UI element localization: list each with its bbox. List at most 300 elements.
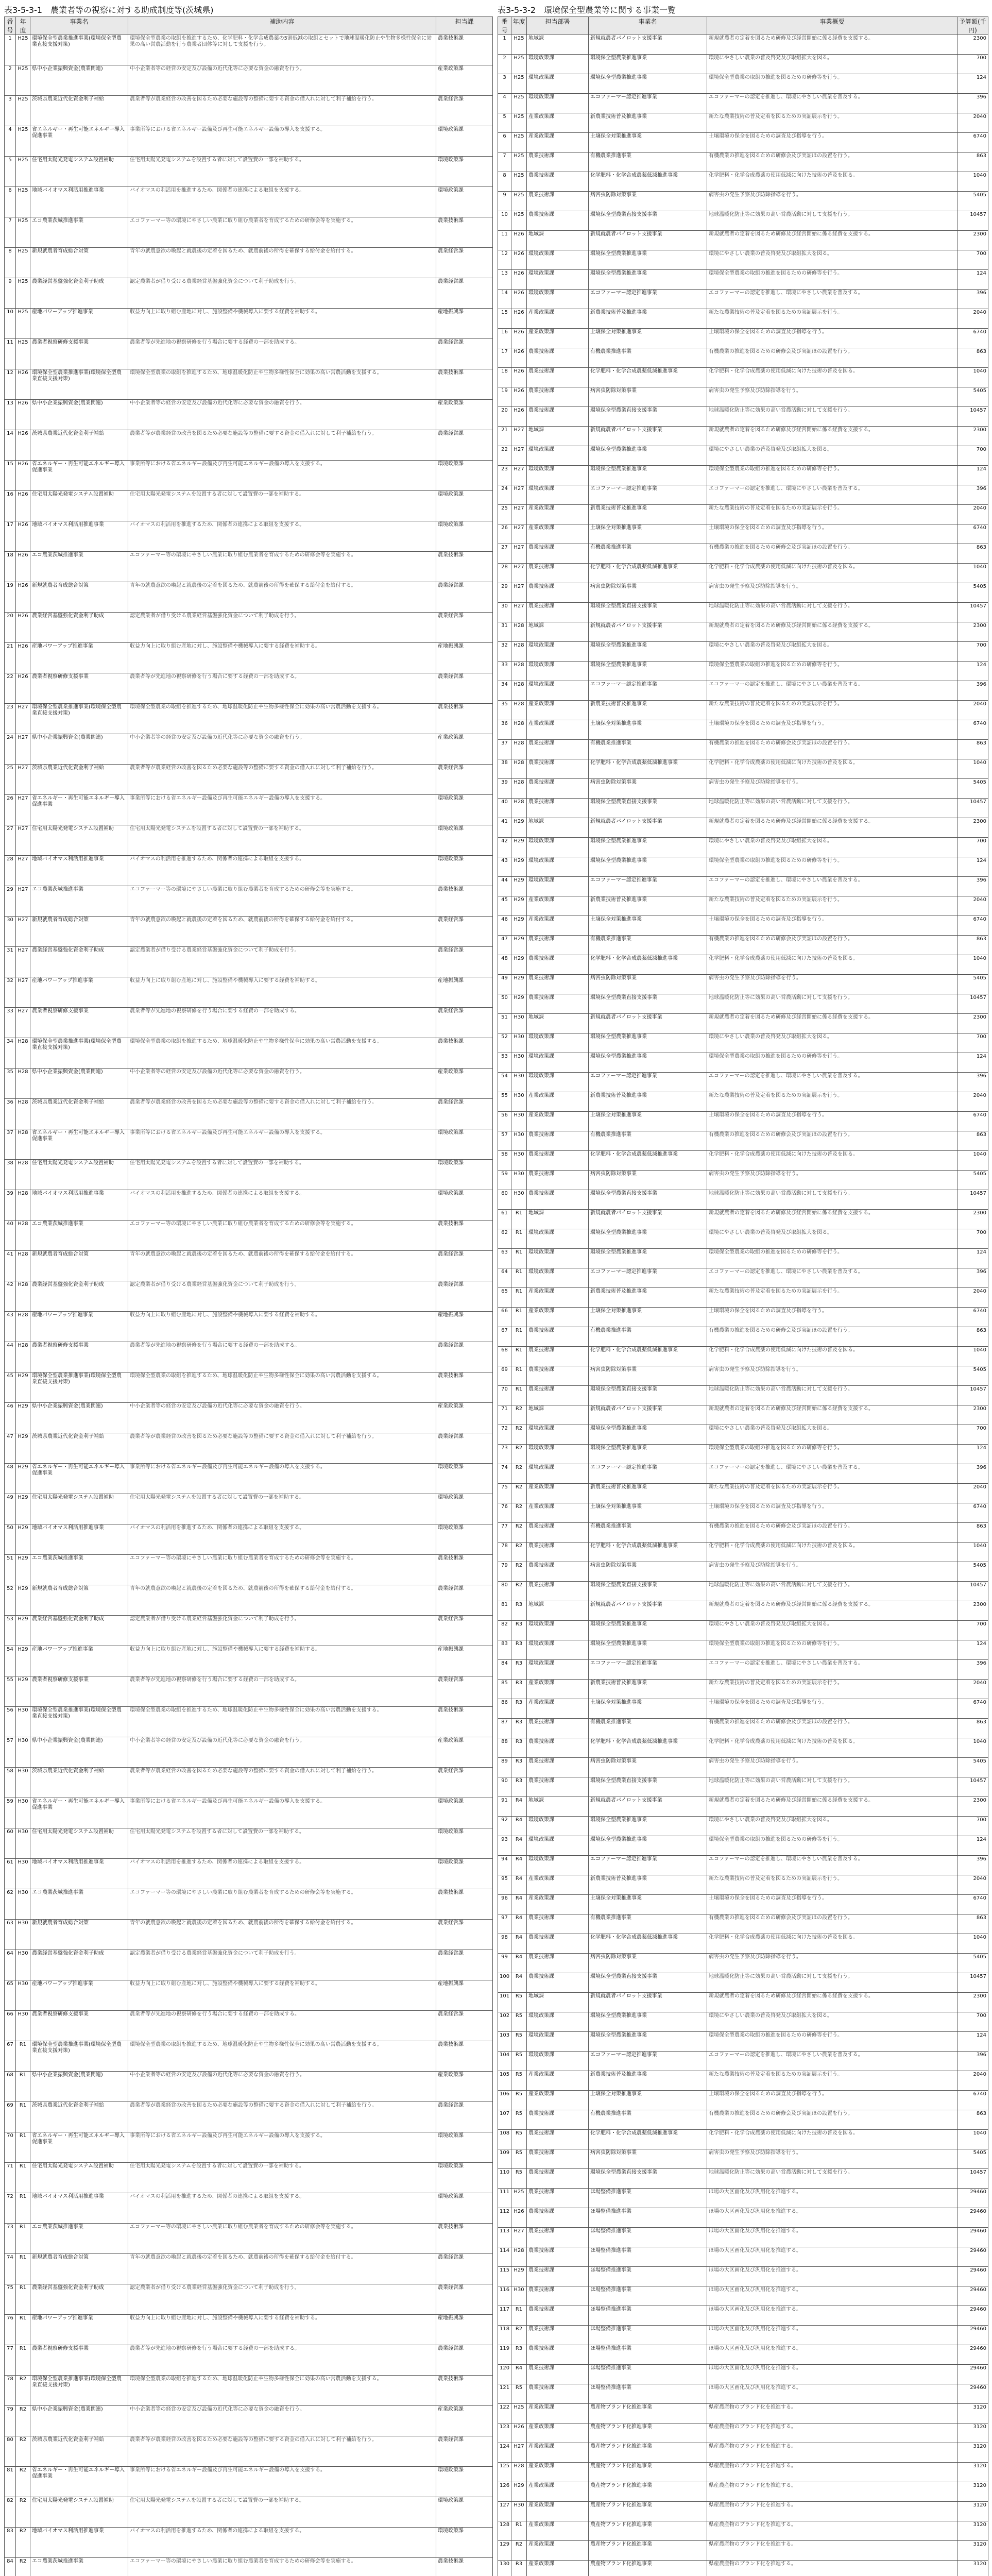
cell-year: H25 bbox=[16, 278, 30, 309]
cell-year: H26 bbox=[16, 491, 30, 521]
cell-project-summary: ほ場の大区画化及び汎用化を推進する。 bbox=[707, 2208, 957, 2228]
cell-project-name: 環境保全型農業推進事業 bbox=[589, 1817, 707, 1836]
cell-project-name: 環境保全型農業推進事業 bbox=[589, 642, 707, 662]
table-row bbox=[498, 2052, 988, 2071]
cell-number: 129 bbox=[498, 2541, 511, 2561]
cell-subsidy-content: 収益力向上に取り組む産地に対し、施設整備や機械導入に要する経費を補助する。 bbox=[128, 1980, 436, 2011]
cell-department: 環境政策課 bbox=[436, 2497, 493, 2528]
table-row bbox=[498, 701, 988, 720]
cell-project-name: 県中小企業振興資金(農業関連) bbox=[30, 2406, 128, 2436]
table-row bbox=[5, 1403, 493, 1433]
cell-project-name: 有機農業推進事業 bbox=[589, 1523, 707, 1543]
cell-budget: 396 bbox=[957, 1464, 988, 1484]
cell-project-name: 地域バイオマス利活用推進事業 bbox=[30, 1524, 128, 1555]
cell-year: H30 bbox=[511, 1151, 527, 1171]
table-row bbox=[5, 369, 493, 400]
cell-project-summary: 新規就農者の定着を図るため研修及び経営開始に係る経費を支援する。 bbox=[707, 1797, 957, 1817]
table-row bbox=[498, 2169, 988, 2189]
cell-subsidy-content: エコファーマー等の環境にやさしい農業に取り組む農業者を育成するための研修会等を実施する。 bbox=[128, 886, 436, 917]
cell-subsidy-content: バイオマスの利活用を推進するため、関係者の連携による取組を支援する。 bbox=[128, 1190, 436, 1221]
cell-subsidy-content: 認定農業者が借り受ける農業経営基盤強化資金について利子助成を行う。 bbox=[128, 2284, 436, 2315]
table-row bbox=[498, 838, 988, 857]
cell-department: 地域課 bbox=[527, 35, 589, 55]
cell-project-summary: 有機農業の推進を図るための研修会及び実証ほの設置を行う。 bbox=[707, 2110, 957, 2130]
cell-department: 農業技術課 bbox=[436, 552, 493, 582]
cell-number: 90 bbox=[498, 1777, 511, 1797]
cell-project-summary: ほ場の大区画化及び汎用化を推進する。 bbox=[707, 2228, 957, 2247]
cell-number: 106 bbox=[498, 2091, 511, 2110]
cell-subsidy-content: 中小企業者等の経営の安定及び設備の近代化等に必要な資金の融資を行う。 bbox=[128, 400, 436, 430]
cell-department: 産業政策課 bbox=[527, 2541, 589, 2561]
cell-department: 産地振興課 bbox=[436, 643, 493, 673]
cell-year: H29 bbox=[511, 955, 527, 975]
cell-number: 98 bbox=[498, 1934, 511, 1954]
table-row bbox=[5, 521, 493, 552]
cell-project-name: 化学肥料・化学合成農薬低減推進事業 bbox=[589, 1151, 707, 1171]
cell-year: H28 bbox=[511, 799, 527, 818]
cell-subsidy-content: 住宅用太陽光発電システムを設置する者に対して設置費の一部を補助する。 bbox=[128, 1160, 436, 1190]
table-row bbox=[498, 466, 988, 485]
cell-department: 農業技術課 bbox=[527, 955, 589, 975]
cell-budget: 700 bbox=[957, 1621, 988, 1640]
cell-year: H30 bbox=[511, 1190, 527, 1210]
cell-project-name: 産地パワーアップ推進事業 bbox=[30, 1980, 128, 2011]
cell-budget: 2300 bbox=[957, 231, 988, 250]
cell-budget: 2040 bbox=[957, 1092, 988, 1112]
cell-project-name: 環境保全型農業推進事業(環境保全型農業直接支援対策) bbox=[30, 35, 128, 65]
cell-project-name: 新農業技術普及推進事業 bbox=[589, 1484, 707, 1503]
cell-department: 農業技術課 bbox=[527, 759, 589, 779]
cell-department: 農業技術課 bbox=[527, 2365, 589, 2384]
cell-year: R1 bbox=[16, 2072, 30, 2102]
cell-number: 13 bbox=[5, 400, 16, 430]
table-row bbox=[498, 936, 988, 955]
cell-budget: 29460 bbox=[957, 2306, 988, 2326]
table-row bbox=[5, 491, 493, 521]
cell-number: 38 bbox=[5, 1160, 16, 1190]
cell-number: 24 bbox=[498, 485, 511, 505]
cell-department: 農業技術課 bbox=[527, 1543, 589, 1562]
cell-project-summary: ほ場の大区画化及び汎用化を推進する。 bbox=[707, 2306, 957, 2326]
cell-project-name: 農産物ブランド化推進事業 bbox=[589, 2541, 707, 2561]
cell-subsidy-content: 青年の就農意欲の喚起と就農後の定着を図るため、就農前後の所得を確保する給付金を給付する。 bbox=[128, 1251, 436, 1281]
cell-department: 環境政策課 bbox=[527, 2052, 589, 2071]
cell-number: 46 bbox=[5, 1403, 16, 1433]
cell-budget: 5405 bbox=[957, 192, 988, 211]
cell-project-name: 県中小企業振興資金(農業関連) bbox=[30, 1069, 128, 1099]
cell-year: R3 bbox=[511, 1699, 527, 1719]
cell-project-name: 環境保全型農業直接支援事業 bbox=[589, 2169, 707, 2189]
cell-department: 産業政策課 bbox=[527, 2443, 589, 2463]
cell-year: R4 bbox=[511, 1836, 527, 1856]
cell-project-summary: 有機農業の推進を図るための研修会及び実証ほの設置を行う。 bbox=[707, 1719, 957, 1738]
cell-year: H28 bbox=[16, 1129, 30, 1160]
cell-number: 63 bbox=[5, 1920, 16, 1950]
cell-year: R1 bbox=[16, 2254, 30, 2284]
cell-project-name: エコファーマー認定推進事業 bbox=[589, 1856, 707, 1875]
cell-year: H25 bbox=[16, 309, 30, 339]
cell-budget: 2300 bbox=[957, 1405, 988, 1425]
cell-department: 環境政策課 bbox=[527, 1464, 589, 1484]
cell-year: H27 bbox=[16, 765, 30, 795]
table-row bbox=[498, 407, 988, 427]
cell-number: 71 bbox=[498, 1405, 511, 1425]
cell-subsidy-content: 収益力向上に取り組む産地に対し、施設整備や機械導入に要する経費を補助する。 bbox=[128, 977, 436, 1008]
cell-project-name: 新農業技術普及推進事業 bbox=[589, 309, 707, 329]
cell-project-summary: 新規就農者の定着を図るため研修及び経営開始に係る経費を支援する。 bbox=[707, 622, 957, 642]
cell-year: H29 bbox=[511, 838, 527, 857]
cell-number: 15 bbox=[498, 309, 511, 329]
header-number: 番号 bbox=[498, 17, 511, 35]
table-row bbox=[498, 427, 988, 446]
cell-department: 農業経営課 bbox=[436, 339, 493, 369]
cell-budget: 396 bbox=[957, 1073, 988, 1092]
cell-subsidy-content: 環境保全型農業の取組を推進するため、地球温暖化防止や生物多様性保全に効果の高い営農活動を支援する。 bbox=[128, 704, 436, 734]
cell-department: 農業技術課 bbox=[527, 2208, 589, 2228]
cell-project-name: 住宅用太陽光発電システム設置補助 bbox=[30, 2497, 128, 2528]
cell-department: 産業政策課 bbox=[527, 2404, 589, 2424]
cell-project-name: 地域バイオマス利活用推進事業 bbox=[30, 856, 128, 886]
cell-subsidy-content: 青年の就農意欲の喚起と就農後の定着を図るため、就農前後の所得を確保する給付金を給付する。 bbox=[128, 917, 436, 947]
cell-year: H26 bbox=[16, 400, 30, 430]
cell-year: H25 bbox=[511, 74, 527, 94]
cell-department: 産業政策課 bbox=[527, 1895, 589, 1914]
table-row bbox=[5, 2406, 493, 2436]
cell-project-summary: 化学肥料・化学合成農薬の使用低減に向けた技術の普及を図る。 bbox=[707, 2130, 957, 2149]
cell-department: 農業経営課 bbox=[436, 765, 493, 795]
cell-year: H30 bbox=[511, 1014, 527, 1033]
cell-number: 39 bbox=[498, 779, 511, 799]
cell-project-name: 新規就農者パイロット支援事業 bbox=[589, 1797, 707, 1817]
cell-budget: 5405 bbox=[957, 387, 988, 407]
cell-year: H29 bbox=[511, 877, 527, 896]
cell-number: 84 bbox=[5, 2558, 16, 2576]
cell-department: 環境政策課 bbox=[527, 1660, 589, 1680]
cell-number: 14 bbox=[5, 430, 16, 461]
cell-budget: 2300 bbox=[957, 1210, 988, 1229]
cell-project-name: 新規就農者パイロット支援事業 bbox=[589, 818, 707, 838]
cell-department: 環境政策課 bbox=[436, 1828, 493, 1859]
cell-number: 71 bbox=[5, 2163, 16, 2193]
table-row bbox=[5, 1099, 493, 1129]
cell-budget: 863 bbox=[957, 1914, 988, 1934]
cell-year: R5 bbox=[511, 2032, 527, 2052]
cell-project-name: エコ農業茨城推進事業 bbox=[30, 2558, 128, 2576]
table-row bbox=[5, 1828, 493, 1859]
table-row bbox=[5, 1190, 493, 1221]
cell-project-name: 新規就農者育成総合対策 bbox=[30, 582, 128, 613]
table-row bbox=[498, 622, 988, 642]
table-row bbox=[498, 1562, 988, 1582]
cell-department: 農業経営課 bbox=[436, 1950, 493, 1980]
cell-year: R1 bbox=[16, 2224, 30, 2254]
cell-project-name: 環境保全型農業推進事業 bbox=[589, 1229, 707, 1249]
cell-department: 農業技術課 bbox=[527, 2189, 589, 2208]
cell-project-name: 産地パワーアップ推進事業 bbox=[30, 977, 128, 1008]
cell-year: H27 bbox=[16, 734, 30, 765]
cell-budget: 5405 bbox=[957, 583, 988, 603]
table-row bbox=[5, 1038, 493, 1069]
cell-project-summary: 化学肥料・化学合成農薬の使用低減に向けた技術の普及を図る。 bbox=[707, 1738, 957, 1758]
cell-budget: 124 bbox=[957, 2032, 988, 2052]
cell-project-name: エコファーマー認定推進事業 bbox=[589, 1660, 707, 1680]
cell-subsidy-content: 認定農業者が借り受ける農業経営基盤強化資金について利子助成を行う。 bbox=[128, 1950, 436, 1980]
cell-project-name: ほ場整備推進事業 bbox=[589, 2247, 707, 2267]
cell-project-summary: 県産農産物のブランド化を推進する。 bbox=[707, 2561, 957, 2576]
cell-project-name: ほ場整備推進事業 bbox=[589, 2286, 707, 2306]
cell-year: H25 bbox=[511, 2404, 527, 2424]
cell-subsidy-content: 農業者等が農業経営の改善を図るため必要な施設等の整備に要する資金の借入れに対して利子補給を行う。 bbox=[128, 1433, 436, 1464]
cell-project-name: 環境保全型農業直接支援事業 bbox=[589, 1777, 707, 1797]
table-row bbox=[498, 1993, 988, 2012]
cell-project-summary: 病害虫の発生予察及び防除指導を行う。 bbox=[707, 1562, 957, 1582]
cell-project-name: エコ農業茨城推進事業 bbox=[30, 217, 128, 248]
cell-number: 82 bbox=[5, 2497, 16, 2528]
cell-department: 環境政策課 bbox=[527, 1268, 589, 1288]
cell-project-summary: 新たな農業技術の普及定着を図るための実証展示を行う。 bbox=[707, 1288, 957, 1308]
cell-department: 環境政策課 bbox=[527, 1856, 589, 1875]
header-project-name: 事業名 bbox=[30, 17, 128, 35]
cell-project-name: 環境保全型農業推進事業(環境保全型農業直接支援対策) bbox=[30, 704, 128, 734]
cell-year: H28 bbox=[16, 1221, 30, 1251]
cell-project-name: 新農業技術普及推進事業 bbox=[589, 1680, 707, 1699]
cell-year: H29 bbox=[16, 1524, 30, 1555]
cell-year: R4 bbox=[511, 1914, 527, 1934]
cell-department: 産業政策課 bbox=[436, 734, 493, 765]
cell-budget: 3120 bbox=[957, 2561, 988, 2576]
cell-budget: 10457 bbox=[957, 799, 988, 818]
cell-department: 地域課 bbox=[527, 622, 589, 642]
table-row bbox=[5, 278, 493, 309]
cell-year: R1 bbox=[511, 1249, 527, 1268]
cell-department: 環境政策課 bbox=[527, 662, 589, 681]
cell-project-name: 化学肥料・化学合成農薬低減推進事業 bbox=[589, 1543, 707, 1562]
cell-year: H26 bbox=[16, 552, 30, 582]
cell-department: 農業経営課 bbox=[436, 1281, 493, 1312]
cell-number: 52 bbox=[5, 1585, 16, 1616]
table-row bbox=[498, 583, 988, 603]
table-row bbox=[5, 795, 493, 825]
cell-project-name: 茨城県農業近代化資金利子補給 bbox=[30, 1099, 128, 1129]
cell-year: R1 bbox=[511, 1347, 527, 1366]
cell-budget: 2040 bbox=[957, 505, 988, 524]
cell-department: 地域課 bbox=[527, 1210, 589, 1229]
cell-department: 産業政策課 bbox=[527, 309, 589, 329]
cell-project-summary: 病害虫の発生予察及び防除指導を行う。 bbox=[707, 1366, 957, 1386]
cell-department: 農業技術課 bbox=[527, 1914, 589, 1934]
cell-number: 23 bbox=[498, 466, 511, 485]
cell-project-name: 土壌保全対策推進事業 bbox=[589, 133, 707, 152]
cell-project-summary: 地球温暖化防止等に効果の高い営農活動に対して支援を行う。 bbox=[707, 1973, 957, 1993]
cell-department: 産業政策課 bbox=[436, 400, 493, 430]
table-row bbox=[498, 564, 988, 583]
cell-department: 農業技術課 bbox=[527, 2384, 589, 2404]
cell-year: R2 bbox=[16, 2406, 30, 2436]
cell-year: H29 bbox=[16, 1464, 30, 1494]
header-subsidy-content: 補助内容 bbox=[128, 17, 436, 35]
cell-year: R3 bbox=[511, 1719, 527, 1738]
cell-project-name: ほ場整備推進事業 bbox=[589, 2189, 707, 2208]
cell-subsidy-content: 農業者等が農業経営の改善を図るため必要な施設等の整備に要する資金の借入れに対して利子補給を行う。 bbox=[128, 1099, 436, 1129]
table-row bbox=[498, 720, 988, 740]
cell-project-summary: 地球温暖化防止等に効果の高い営農活動に対して支援を行う。 bbox=[707, 994, 957, 1014]
cell-budget: 3120 bbox=[957, 2482, 988, 2502]
table-row bbox=[5, 1889, 493, 1920]
table-row bbox=[5, 2041, 493, 2072]
cell-year: H25 bbox=[511, 211, 527, 231]
left-table bbox=[4, 16, 493, 2576]
cell-department: 産業政策課 bbox=[527, 1288, 589, 1308]
cell-subsidy-content: 事業所等における省エネルギー設備及び再生可能エネルギー設備の導入を支援する。 bbox=[128, 2467, 436, 2497]
table-row bbox=[498, 2032, 988, 2052]
cell-project-summary: ほ場の大区画化及び汎用化を推進する。 bbox=[707, 2247, 957, 2267]
cell-subsidy-content: 中小企業者等の経営の安定及び設備の近代化等に必要な資金の融資を行う。 bbox=[128, 1737, 436, 1768]
cell-number: 44 bbox=[498, 877, 511, 896]
cell-number: 50 bbox=[498, 994, 511, 1014]
cell-number: 89 bbox=[498, 1758, 511, 1777]
cell-year: H28 bbox=[511, 759, 527, 779]
cell-number: 26 bbox=[5, 795, 16, 825]
cell-number: 107 bbox=[498, 2110, 511, 2130]
cell-project-name: 土壌保全対策推進事業 bbox=[589, 720, 707, 740]
cell-subsidy-content: 農業者等が農業経営の改善を図るため必要な施設等の整備に要する資金の借入れに対して利子補給を行う。 bbox=[128, 96, 436, 126]
cell-year: R1 bbox=[16, 2163, 30, 2193]
cell-number: 78 bbox=[5, 2376, 16, 2406]
cell-project-name: ほ場整備推進事業 bbox=[589, 2306, 707, 2326]
cell-project-summary: 新規就農者の定着を図るため研修及び経営開始に係る経費を支援する。 bbox=[707, 818, 957, 838]
cell-department: 環境政策課 bbox=[436, 2193, 493, 2224]
cell-project-name: 新農業技術普及推進事業 bbox=[589, 896, 707, 916]
cell-project-name: 有機農業推進事業 bbox=[589, 1131, 707, 1151]
cell-project-name: 県中小企業振興資金(農業関連) bbox=[30, 2072, 128, 2102]
cell-number: 74 bbox=[498, 1464, 511, 1484]
cell-number: 76 bbox=[5, 2315, 16, 2345]
cell-number: 16 bbox=[5, 491, 16, 521]
cell-department: 環境政策課 bbox=[527, 74, 589, 94]
cell-number: 3 bbox=[5, 96, 16, 126]
cell-year: R1 bbox=[511, 1268, 527, 1288]
table-row bbox=[5, 765, 493, 795]
cell-number: 60 bbox=[498, 1190, 511, 1210]
cell-project-summary: 地球温暖化防止等に効果の高い営農活動に対して支援を行う。 bbox=[707, 799, 957, 818]
cell-year: H29 bbox=[16, 1372, 30, 1403]
table-row bbox=[5, 1494, 493, 1524]
table-row bbox=[5, 1221, 493, 1251]
cell-project-name: 環境保全型農業推進事業(環境保全型農業直接支援対策) bbox=[30, 2376, 128, 2406]
cell-year: R2 bbox=[511, 1543, 527, 1562]
cell-year: R4 bbox=[511, 1895, 527, 1914]
cell-year: H30 bbox=[16, 1920, 30, 1950]
cell-project-summary: 土壌環境の保全を図るための調査及び指導を行う。 bbox=[707, 720, 957, 740]
cell-year: H29 bbox=[16, 1585, 30, 1616]
cell-year: H25 bbox=[511, 35, 527, 55]
cell-budget: 124 bbox=[957, 1249, 988, 1268]
cell-subsidy-content: 事業所等における省エネルギー設備及び再生可能エネルギー設備の導入を支援する。 bbox=[128, 1129, 436, 1160]
cell-department: 地域課 bbox=[527, 1405, 589, 1425]
cell-budget: 700 bbox=[957, 838, 988, 857]
cell-number: 17 bbox=[498, 348, 511, 368]
cell-department: 農業技術課 bbox=[527, 1934, 589, 1954]
cell-year: H26 bbox=[511, 329, 527, 348]
cell-project-name: 産地パワーアップ推進事業 bbox=[30, 309, 128, 339]
cell-budget: 29460 bbox=[957, 2247, 988, 2267]
cell-number: 128 bbox=[498, 2521, 511, 2541]
cell-project-name: 化学肥料・化学合成農薬低減推進事業 bbox=[589, 172, 707, 192]
cell-project-name: 病害虫防除対策事業 bbox=[589, 1562, 707, 1582]
cell-number: 45 bbox=[5, 1372, 16, 1403]
cell-department: 農業技術課 bbox=[527, 1954, 589, 1973]
cell-project-summary: 新たな農業技術の普及定着を図るための実証展示を行う。 bbox=[707, 1484, 957, 1503]
cell-number: 62 bbox=[5, 1889, 16, 1920]
cell-number: 32 bbox=[5, 977, 16, 1008]
cell-year: H25 bbox=[511, 192, 527, 211]
table-row bbox=[498, 2561, 988, 2576]
cell-year: H30 bbox=[16, 2011, 30, 2041]
cell-project-name: 土壌保全対策推進事業 bbox=[589, 1895, 707, 1914]
cell-budget: 2040 bbox=[957, 309, 988, 329]
cell-project-name: 土壌保全対策推進事業 bbox=[589, 1112, 707, 1131]
cell-year: H27 bbox=[511, 524, 527, 544]
cell-number: 13 bbox=[498, 270, 511, 290]
cell-number: 114 bbox=[498, 2247, 511, 2267]
cell-year: H29 bbox=[16, 1555, 30, 1585]
cell-department: 農業技術課 bbox=[527, 152, 589, 172]
cell-year: R1 bbox=[16, 2132, 30, 2163]
cell-project-name: ほ場整備推進事業 bbox=[589, 2384, 707, 2404]
cell-number: 119 bbox=[498, 2345, 511, 2365]
cell-department: 産業政策課 bbox=[436, 65, 493, 96]
table-row bbox=[5, 461, 493, 491]
cell-number: 94 bbox=[498, 1856, 511, 1875]
table-row bbox=[498, 524, 988, 544]
cell-department: 環境政策課 bbox=[436, 2467, 493, 2497]
cell-project-name: エコファーマー認定推進事業 bbox=[589, 1464, 707, 1484]
cell-project-name: 環境保全型農業直接支援事業 bbox=[589, 603, 707, 622]
table-row bbox=[498, 1817, 988, 1836]
cell-department: 環境政策課 bbox=[527, 1053, 589, 1073]
cell-subsidy-content: 環境保全型農業の取組を推進するため、地球温暖化防止や生物多様性保全に効果の高い営農活動を支援する。 bbox=[128, 1038, 436, 1069]
cell-project-summary: 病害虫の発生予察及び防除指導を行う。 bbox=[707, 387, 957, 407]
cell-project-name: エコ農業茨城推進事業 bbox=[30, 886, 128, 917]
cell-year: H30 bbox=[511, 1073, 527, 1092]
cell-department: 地域課 bbox=[527, 231, 589, 250]
cell-project-name: 省エネルギー・再生可能エネルギー導入促進事業 bbox=[30, 1129, 128, 1160]
cell-year: R5 bbox=[511, 2169, 527, 2189]
table-row bbox=[5, 1372, 493, 1403]
cell-number: 2 bbox=[5, 65, 16, 96]
cell-budget: 3120 bbox=[957, 2404, 988, 2424]
cell-department: 農業技術課 bbox=[436, 1555, 493, 1585]
table-row bbox=[5, 2284, 493, 2315]
cell-budget: 863 bbox=[957, 2110, 988, 2130]
table-row bbox=[5, 704, 493, 734]
cell-year: R2 bbox=[511, 1523, 527, 1543]
cell-project-name: 産地パワーアップ推進事業 bbox=[30, 1646, 128, 1676]
cell-department: 農業経営課 bbox=[436, 613, 493, 643]
cell-number: 103 bbox=[498, 2032, 511, 2052]
cell-year: R3 bbox=[511, 1621, 527, 1640]
cell-subsidy-content: 環境保全型農業の取組を推進するため、地球温暖化防止や生物多様性保全に効果の高い営農活動を支援する。 bbox=[128, 2376, 436, 2406]
cell-subsidy-content: バイオマスの利活用を推進するため、関係者の連携による取組を支援する。 bbox=[128, 2193, 436, 2224]
cell-number: 60 bbox=[5, 1828, 16, 1859]
cell-year: H29 bbox=[16, 1646, 30, 1676]
table-row bbox=[498, 1092, 988, 1112]
cell-budget: 29460 bbox=[957, 2286, 988, 2306]
cell-number: 51 bbox=[498, 1014, 511, 1033]
cell-subsidy-content: 認定農業者が借り受ける農業経営基盤強化資金について利子助成を行う。 bbox=[128, 947, 436, 977]
cell-department: 農業技術課 bbox=[527, 936, 589, 955]
cell-budget: 1040 bbox=[957, 1543, 988, 1562]
